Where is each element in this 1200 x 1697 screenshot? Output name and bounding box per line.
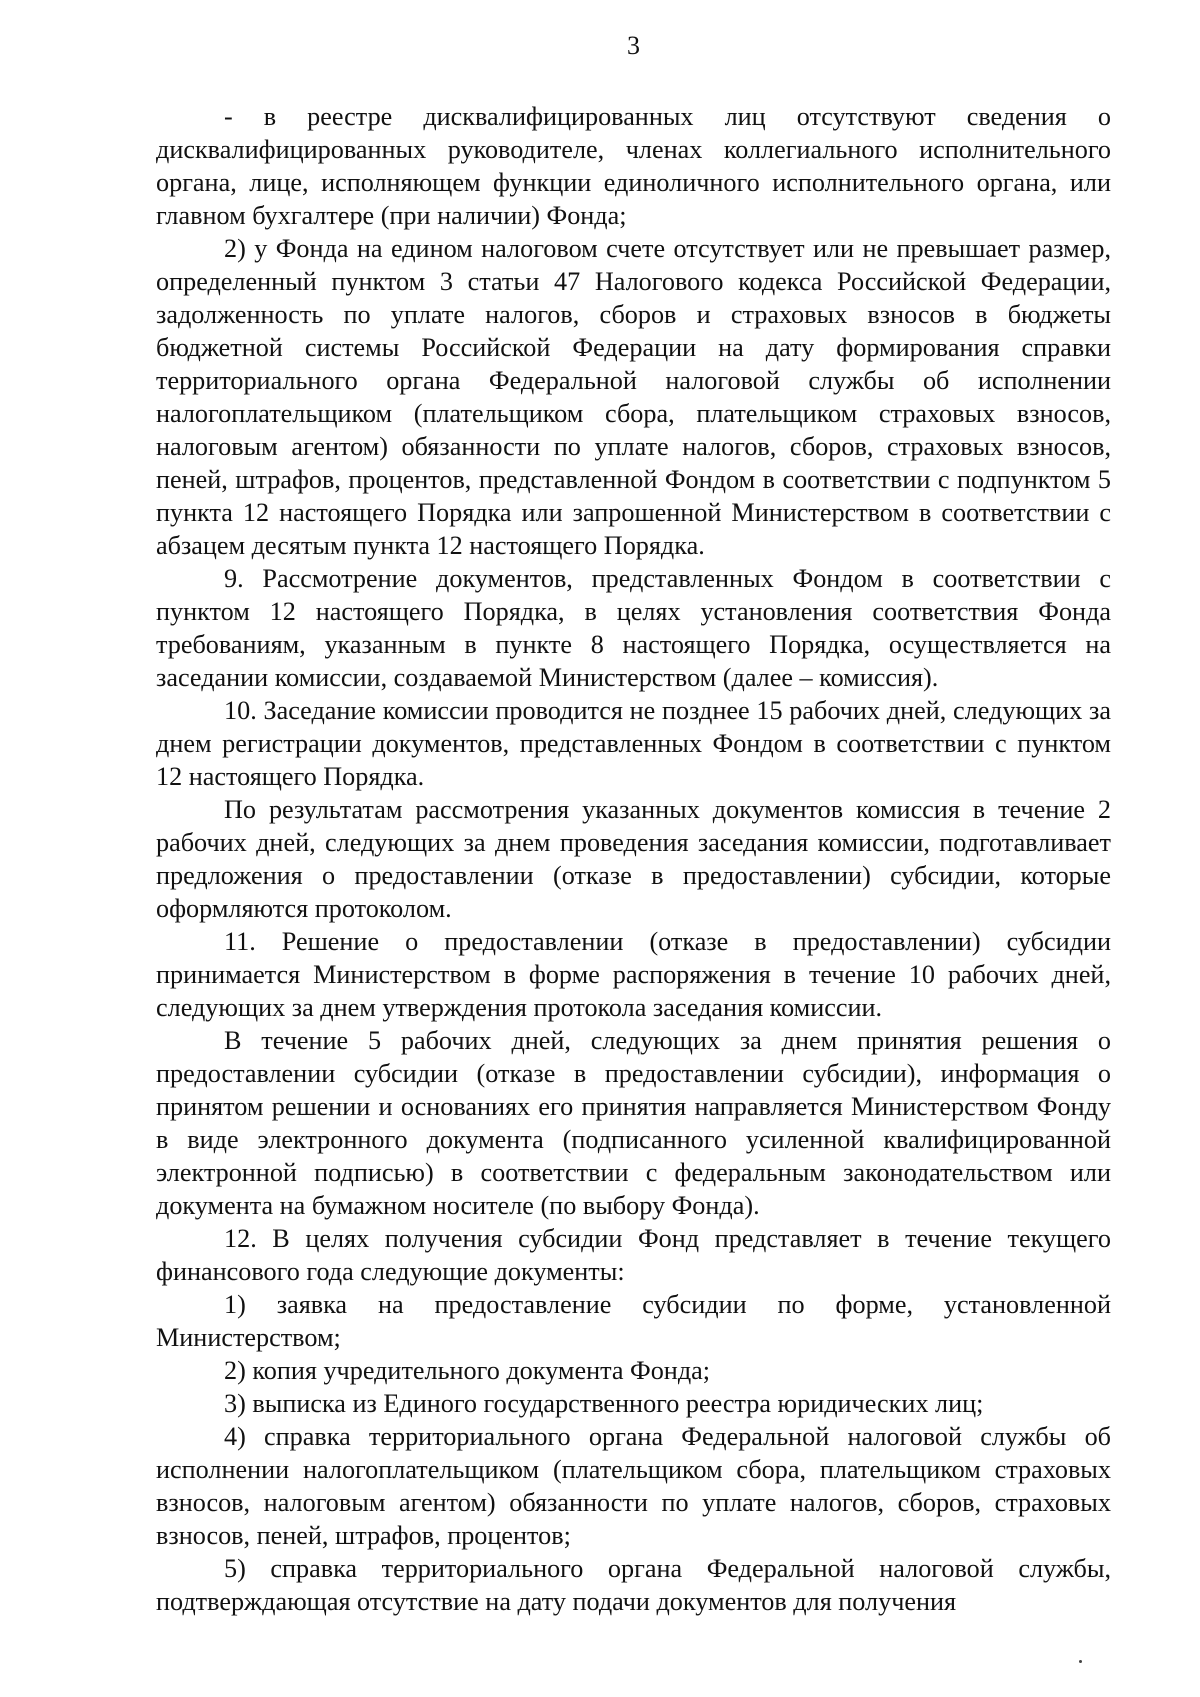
- paragraph-tax-debt: 2) у Фонда на едином налоговом счете отсутствует или не превышает размер, определенный пунктом 3 статьи 47 Налогового кодекса Российской Федерации, задолженность по уплате налогов, сборов и страховых взносов в бюджеты бюджетной системы Российской Федерации на дату формирования справки территориального органа Федеральной налоговой службы об исполнении налогоплательщиком (плательщиком сбора, плательщиком страховых взносов, налоговым агентом) обязанности по уплате налогов, сборов, страховых взносов, пеней, штрафов, процентов, представленной Фондом в соответствии с подпунктом 5 пункта 12 настоящего Порядка или запрошенной Министерством в соответствии с абзацем десятым пункта 12 настоящего Порядка.: [156, 234, 1111, 560]
- list-item-application: 1) заявка на предоставление субсидии по форме, установленной Министерством;: [156, 1290, 1111, 1352]
- list-item-registry-extract: 3) выписка из Единого государственного реестра юридических лиц;: [224, 1389, 984, 1418]
- paragraph-item-11: 11. Решение о предоставлении (отказе в предоставлении) субсидии принимается Министерством в форме распоряжения в течение 10 рабочих дней, следующих за днем утверждения протокола заседания комиссии.: [156, 927, 1111, 1022]
- paragraph-item-9: 9. Рассмотрение документов, представленных Фондом в соответствии с пунктом 12 настоящего Порядка, в целях установления соответствия Фонда требованиям, указанным в пункте 8 настоящего Порядка, осуществляется на заседании комиссии, создаваемой Министерством (далее – комиссия).: [156, 564, 1111, 692]
- document-page: [156, 24, 1111, 1618]
- list-item-tax-certificate: 4) справка территориального органа Федеральной налоговой службы об исполнении налогоплательщиком (плательщиком сбора, плательщиком страховых взносов, налоговым агентом) обязанности по уплате налогов, сборов, страховых взносов, пеней, штрафов, процентов;: [156, 1422, 1111, 1550]
- paragraph-commission-results: По результатам рассмотрения указанных документов комиссия в течение 2 рабочих дней, следующих за днем проведения заседания комиссии, подготавливает предложения о предоставлении (отказе в предоставлении) субсидии, которые оформляются протоколом.: [156, 795, 1111, 923]
- list-item-charter-copy: 2) копия учредительного документа Фонда;: [224, 1356, 711, 1385]
- paragraph-disqualified-registry: - в реестре дисквалифицированных лиц отсутствуют сведения о дисквалифицированных руководителе, членах коллегиального исполнительного органа, лице, исполняющем функции единоличного исполнительного органа, или главном бухгалтере (при наличии) Фонда;: [156, 102, 1111, 230]
- page-number: 3: [627, 31, 640, 60]
- paragraph-item-12: 12. В целях получения субсидии Фонд представляет в течение текущего финансового года следующие документы:: [156, 1224, 1111, 1286]
- list-item-tax-absence-certificate: 5) справка территориального органа Федеральной налоговой службы, подтверждающая отсутствие на дату подачи документов для получения: [156, 1554, 1111, 1616]
- paragraph-decision-notice: В течение 5 рабочих дней, следующих за днем принятия решения о предоставлении субсидии (отказе в предоставлении субсидии), информация о принятом решении и основаниях его принятия направляется Министерством Фонду в виде электронного документа (подписанного усиленной квалифицированной электронной подписью) в соответствии с федеральным законодательством или документа на бумажном носителе (по выбору Фонда).: [156, 1026, 1111, 1220]
- paragraph-item-10: 10. Заседание комиссии проводится не позднее 15 рабочих дней, следующих за днем регистрации документов, представленных Фондом в соответствии с пунктом 12 настоящего Порядка.: [156, 696, 1111, 791]
- scan-speck: [1079, 1660, 1082, 1663]
